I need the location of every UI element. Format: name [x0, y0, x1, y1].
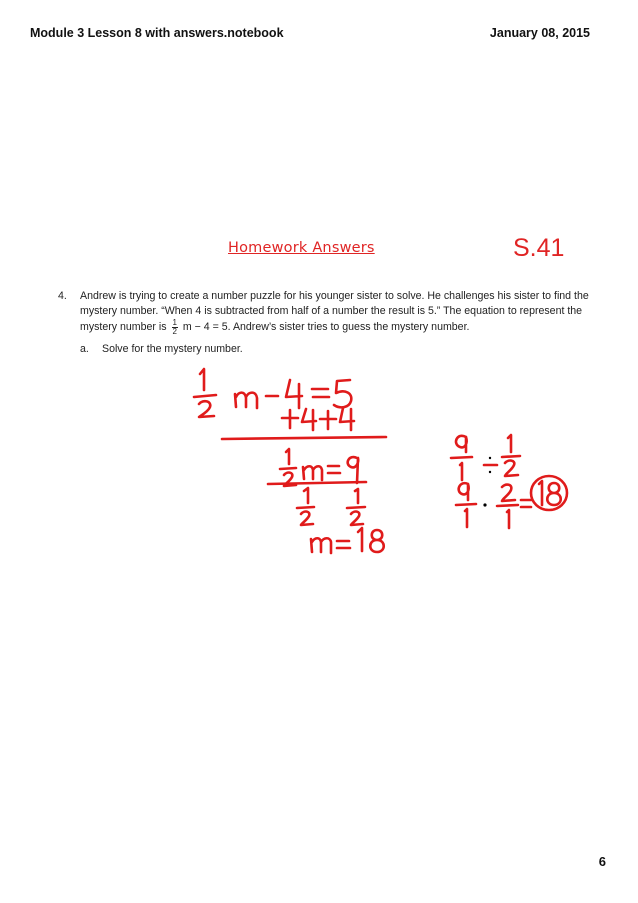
homework-answers-heading: Homework Answers — [228, 240, 375, 256]
problem-text-line-2: mystery number. “When 4 is subtracted from half of a number the result is 5.” The equation to represent the — [80, 305, 583, 317]
problem-text-line-1: Andrew is trying to create a number puzzle for his younger sister to solve. He challenges his sister to find the — [80, 290, 589, 302]
lesson-code: S.41 — [513, 234, 565, 262]
problem-text-line-3-end: m − 4 = 5. Andrew’s sister tries to guess the mystery number. — [182, 321, 470, 334]
part-text: Solve for the mystery number. — [102, 343, 243, 355]
header-date: January 08, 2015 — [489, 26, 590, 40]
part-letter: a. — [80, 343, 89, 355]
fraction-denominator: 2 — [172, 327, 177, 336]
problem-number: 4. — [58, 290, 67, 302]
page-number: 6 — [598, 854, 606, 869]
problem-text-line-3-start: mystery number is — [80, 321, 167, 334]
notebook-title: Module 3 Lesson 8 with answers.notebook — [30, 26, 284, 40]
fraction-numerator: 1 — [172, 318, 177, 327]
